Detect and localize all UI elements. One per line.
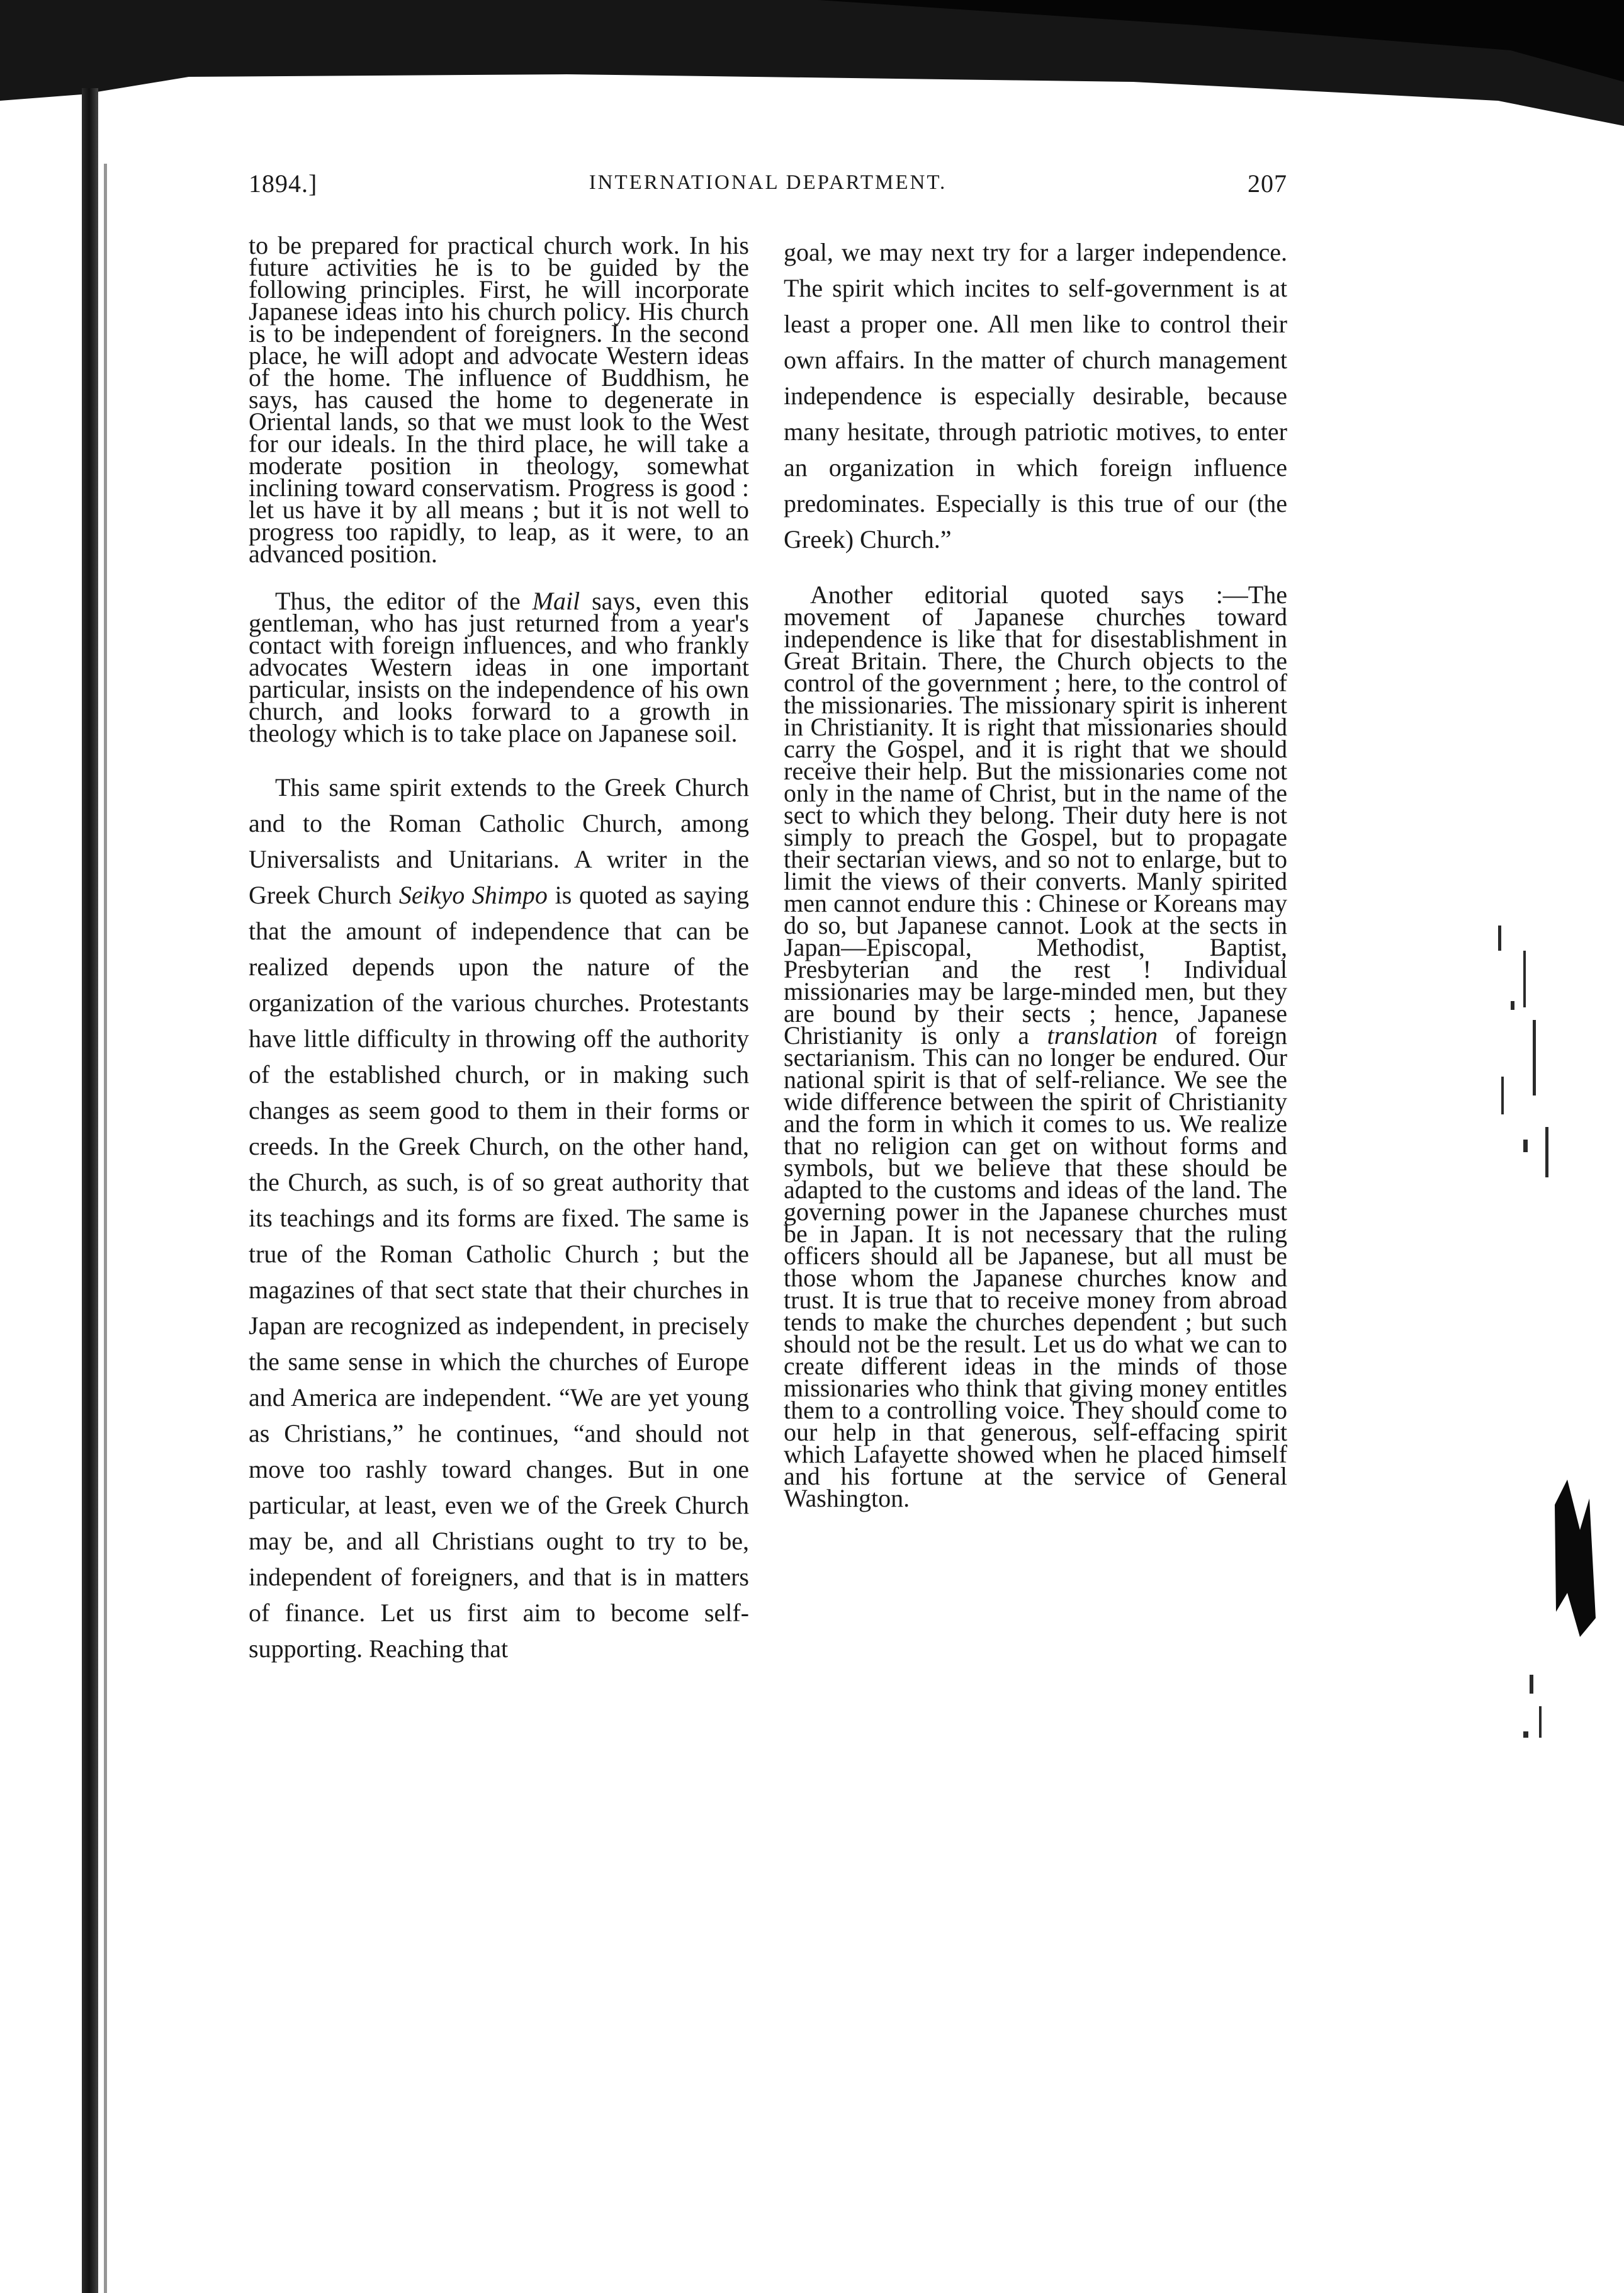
text-run: is quoted as saying that the amount of independence that can be realized depends upon the nature of the organization of the various churches. Protestants have little difficulty in throwing off the authority of the established church, or in making such changes as seem good to them in their forms or creeds. In the Greek Church, on the other hand, the Church, as such, is of so great authority that its teachings and its forms are fixed. The same is true of the Roman Catholic Church ; but the magazines of that sect state that their churches in Japan are recognized as independent, in precisely the same sense in which the churches of Europe and America are independent. “We are yet young as Christians,” he continues, “and should not move too rashly toward changes. But in one particular, at least, even we of the Greek Church may be, and all Christians ought to try to be, independent of foreigners, and that is in matters of finance. Let us first aim to become self-supporting. Reaching that <box>249 881 750 1663</box>
paragraph-principles: to be prepared for practical church work. In his future activities he is to be guided by the following principles. First, he will incorporate Japanese ideas into his church policy. His church is to be independent of foreigners. In the second place, he will adopt and advocate Western ideas of the home. The influence of Buddhism, he says, has caused the home to degenerate in Oriental lands, so that we must look to the West for our ideals. In the third place, he will take a moderate position in theology, somewhat inclining toward conservatism. Progress is good : let us have it by all means ; but it is not well to progress too rapidly, to leap, as it were, to an advanced position. <box>249 231 749 568</box>
header-year: 1894.] <box>249 169 318 198</box>
text-run: Another editorial quoted says :—The movement of Japanese churches toward independence is like that for disestablishment in Great Britain. There, the Church objects to the control of the government ; here, to the control of the missionaries. The missionary spirit is inherent in Christianity. It is right that missionaries should carry the Gospel, and it is right that we should receive their help. But the missionaries come not only in the name of Christ, but in the name of the sect to which they belong. Their duty here is not simply to preach the Gospel, but to propagate their sectarian views, and so not to enlarge, but to limit the views of their converts. Manly spirited men cannot endure this : Chinese or Koreans may do so, but Japanese cannot. Look at the sects in Japan—Episcopal, Methodist, Baptist, Presbyterian and the rest ! Individual missionaries may be large-minded men, but they are bound by their sects ; hence, Japanese Christianity is only a <box>784 580 1287 1050</box>
page-gutter-line <box>104 164 107 2293</box>
paragraph-mail-editor <box>249 587 749 747</box>
italic-term: translation <box>1047 1021 1158 1050</box>
running-header <box>249 169 1287 207</box>
italic-term: Seikyo Shimpo <box>398 881 548 909</box>
paragraph-greek-church <box>249 769 749 1667</box>
scan-top-shadow <box>0 0 1624 126</box>
text-run: This same spirit extends to the Greek Church and to the Roman Catholic Church, among Universalists and Unitarians. A writer in the Greek Church <box>249 773 749 909</box>
right-column <box>784 234 1287 1534</box>
text-run: Thus, the editor of the <box>275 587 533 615</box>
page-spine-shadow <box>82 88 98 2293</box>
text-run: of foreign sectarianism. This can no longer be endured. Our national spirit is that of self-reliance. We see the wide difference between the spirit of Christianity and the form in which it comes to us. We realize that no religion can get on without forms and symbols, but we believe that these should be adapted to the customs and ideas of the land. The governing power in the Japanese churches must be in Japan. It is not necessary that the ruling officers should all be Japanese, but all must be those whom the Japanese churches know and trust. It is true that to receive money from abroad tends to make the churches dependent ; but such should not be the result. Let us do what we can to create different ideas in the minds of those missionaries who think that giving money entitles them to a controlling voice. They should come to our help in that generous, self-effacing spirit which Lafayette showed when he placed himself and his fortune at the service of General Washington. <box>784 1021 1287 1512</box>
text-run: says, even this gentleman, who has just returned from a year's contact with foreign influences, and who frankly advocates Western ideas in one important particular, insists on the independence of his own church, and looks forward to a growth in theology which is to take place on Japanese soil. <box>249 587 749 747</box>
page-number: 207 <box>1248 169 1287 198</box>
paragraph-another-editorial <box>784 580 1287 1512</box>
paragraph-independence-goal: goal, we may next try for a larger independence. The spirit which incites to self-government is at least a proper one. All men like to control their own affairs. In the matter of church management independence is especially desirable, because many hesitate, through patriotic motives, to enter an organization in which foreign influence predominates. Especially is this true of our (the Greek) Church.” <box>784 238 1287 553</box>
italic-term: Mail <box>532 587 580 615</box>
left-column <box>249 231 750 1692</box>
margin-specks <box>1486 913 1599 1857</box>
header-title: INTERNATIONAL DEPARTMENT. <box>589 171 947 194</box>
